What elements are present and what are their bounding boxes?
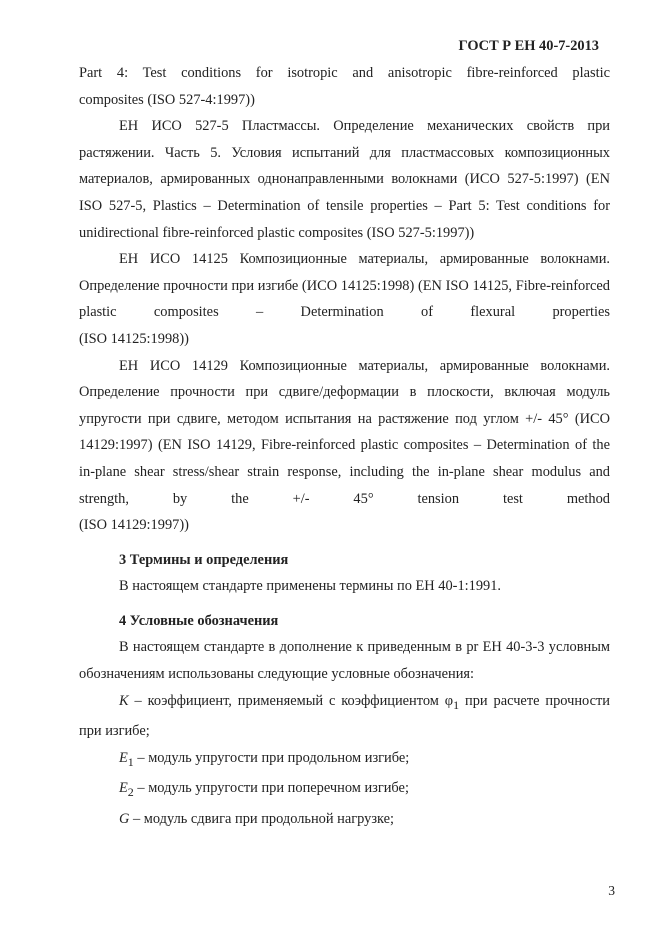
symbol-e1-text: – модуль упругости при продольном изгибе; — [133, 749, 410, 766]
symbol-g-text: – модуль сдвига при продольной нагрузке; — [129, 810, 395, 827]
ref-en-iso-527-5 — [79, 113, 610, 246]
symbol-k-text-b: при расчете прочности при изгибе; — [79, 692, 610, 740]
symbol-phi-subscript: 1 — [453, 697, 460, 712]
ref-en-iso-14129-tail: (ISO 14129:1997)) — [79, 517, 189, 534]
symbol-e2-text: – модуль упругости при поперечном изгибе; — [133, 780, 409, 797]
page-number: 3 — [608, 883, 615, 898]
symbol-e2: E — [119, 780, 128, 797]
page-body — [79, 60, 610, 832]
symbol-k-definition — [79, 688, 610, 745]
section-3-heading: 3 Термины и определения — [119, 551, 289, 568]
document-code: ГОСТ Р ЕН 40-7-2013 — [458, 38, 599, 54]
ref-en-iso-14125-tail: (ISO 14125:1998)) — [79, 330, 189, 347]
section-4-heading: 4 Условные обозначения — [119, 612, 279, 629]
ref-en-iso-527-5-en: (EN ISO 527-5, Plastics – Determination of tensile properties – Part 5: Test conditions for unidirectional fibre-reinforced plastic composites (ISO 527-5:1997)) — [79, 171, 610, 241]
symbol-g-definition — [79, 806, 610, 833]
section-4-intro: В настоящем стандарте в дополнение к приведенным в pr ЕН 40-3-3 условным обозначениям использованы следующие условные обозначения: — [79, 639, 610, 683]
symbol-e2-subscript: 2 — [127, 785, 134, 800]
symbol-e1-subscript: 1 — [127, 754, 134, 769]
ref-en-iso-14125: ЕН ИСО 14125 Композиционные материалы, армированные волокнами. Определение прочности при изгибе (ИСО 14125:1998) (EN ISO 14125, Fibre-reinforced plastic composites – Determination of flexural properties — [79, 251, 610, 321]
symbol-phi: φ — [444, 692, 454, 709]
symbol-e2-definition — [79, 775, 610, 805]
symbol-k-text-a: – коэффициент, применяемый с коэффициентом — [128, 692, 445, 709]
ref-continuation-line1: Part 4: Test conditions for isotropic and anisotropic fibre-reinforced plastic — [79, 65, 610, 81]
symbol-e1-definition — [79, 745, 610, 775]
symbol-e1: E — [119, 749, 128, 766]
section-3-text: В настоящем стандарте применены термины по ЕН 40-1:1991. — [119, 578, 502, 595]
symbol-g: G — [119, 810, 130, 827]
ref-en-iso-527-5-ru: ЕН ИСО 527-5 Пластмассы. Определение механических свойств при растяжении. Часть 5. Условия испытаний для пластмассовых композиционных материалов, армированных однонаправленными волокнами (ИСО 527-5:1997) — [79, 118, 610, 188]
ref-continuation-line2: composites (ISO 527-4:1997)) — [79, 91, 255, 108]
symbol-k: K — [119, 692, 129, 709]
ref-en-iso-14129: ЕН ИСО 14129 Композиционные материалы, армированные волокнами. Определение прочности при сдвиге/деформации в плоскости, включая модуль упругости при сдвиге, методом испытания на растяжение под углом +/- 45° (ИСО 14129:1997) (EN ISO 14129, Fibre-reinforced plastic composites – Determination of the in-plane shear stress/shear strain response, including the in-plane shear modulus and strength, by the +/- 45° tension test method — [79, 357, 610, 507]
